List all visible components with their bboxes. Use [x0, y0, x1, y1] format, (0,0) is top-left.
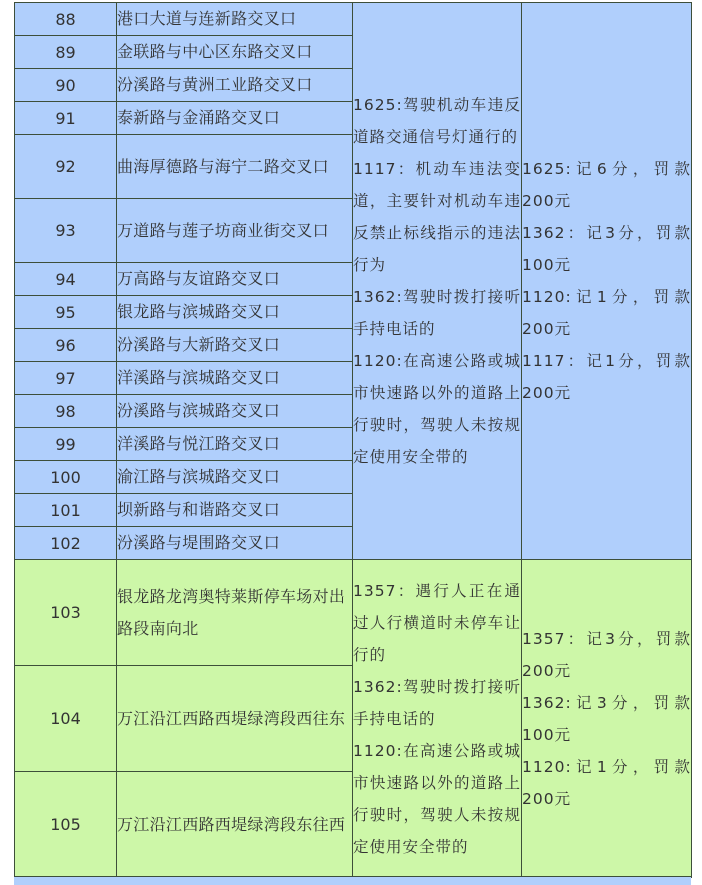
- location-cell: 曲海厚德路与海宁二路交叉口: [117, 135, 353, 199]
- location-cell: 洋溪路与滨城路交叉口: [117, 362, 353, 395]
- penalty-item: 1357：记3分，罚款200元: [522, 629, 691, 680]
- row-number: 95: [15, 296, 117, 329]
- violation-item: 1357：遇行人正在通过人行横道时未停车让行的: [353, 581, 521, 664]
- penalty-item: 1120:记1分，罚款200元: [522, 288, 691, 338]
- row-number: 90: [15, 69, 117, 102]
- row-number: 94: [15, 263, 117, 296]
- penalty-item: 1117：记1分，罚款200元: [522, 352, 691, 402]
- table-row: [15, 560, 692, 666]
- location-cell: 渝江路与滨城路交叉口: [117, 461, 353, 494]
- violation-item: 1362:驾驶时拨打接听手持电话的: [353, 288, 521, 338]
- row-number: 91: [15, 102, 117, 135]
- row-number: 100: [15, 461, 117, 494]
- row-number: 92: [15, 135, 117, 199]
- violation-codes-cell: [353, 3, 522, 560]
- row-number: 98: [15, 395, 117, 428]
- location-cell: 汾溪路与堤围路交叉口: [117, 527, 353, 560]
- location-cell: 万道路与莲子坊商业街交叉口: [117, 199, 353, 263]
- row-number: 105: [15, 772, 117, 878]
- row-number: 97: [15, 362, 117, 395]
- violation-codes-cell: [353, 560, 522, 878]
- penalty-item: 1625:记6分，罚款200元: [522, 160, 691, 210]
- violation-item: 1362:驾驶时拨打接听手持电话的: [353, 677, 521, 728]
- row-number: 101: [15, 494, 117, 527]
- location-cell: 万江沿江西路西堤绿湾段西往东: [117, 666, 353, 772]
- location-cell: 港口大道与连新路交叉口: [117, 3, 353, 36]
- penalty-item: 1362：记3分，罚款100元: [522, 224, 691, 274]
- location-cell: 银龙路龙湾奥特莱斯停车场对出路段南向北: [117, 560, 353, 666]
- violation-item: 1625:驾驶机动车违反道路交通信号灯通行的: [353, 96, 521, 146]
- penalty-item: 1362:记3分，罚款100元: [522, 693, 691, 744]
- violation-item: 1120:在高速公路或城市快速路以外的道路上行驶时，驾驶人未按规定使用安全带的: [353, 741, 521, 856]
- penalty-cell: [522, 3, 692, 560]
- row-number: 103: [15, 560, 117, 666]
- violation-item: 1120:在高速公路或城市快速路以外的道路上行驶时，驾驶人未按规定使用安全带的: [353, 352, 521, 466]
- row-number: 89: [15, 36, 117, 69]
- row-number: 104: [15, 666, 117, 772]
- location-cell: 汾溪路与黄洲工业路交叉口: [117, 69, 353, 102]
- row-number: 99: [15, 428, 117, 461]
- violation-table: [14, 2, 692, 878]
- penalty-cell: [522, 560, 692, 878]
- violation-item: 1117：机动车违法变道，主要针对机动车违反禁止标线指示的违法行为: [353, 160, 521, 274]
- location-cell: 万高路与友谊路交叉口: [117, 263, 353, 296]
- row-number: 96: [15, 329, 117, 362]
- location-cell: 金联路与中心区东路交叉口: [117, 36, 353, 69]
- location-cell: 银龙路与滨城路交叉口: [117, 296, 353, 329]
- location-cell: 汾溪路与滨城路交叉口: [117, 395, 353, 428]
- location-cell: 汾溪路与大新路交叉口: [117, 329, 353, 362]
- location-cell: 坝新路与和谐路交叉口: [117, 494, 353, 527]
- row-number: 88: [15, 3, 117, 36]
- row-number: 93: [15, 199, 117, 263]
- location-cell: 泰新路与金涌路交叉口: [117, 102, 353, 135]
- location-cell: 洋溪路与悦江路交叉口: [117, 428, 353, 461]
- location-cell: 万江沿江西路西堤绿湾段东往西: [117, 772, 353, 878]
- penalty-item: 1120:记1分，罚款200元: [522, 757, 691, 808]
- row-number: 102: [15, 527, 117, 560]
- table-row: [15, 3, 692, 36]
